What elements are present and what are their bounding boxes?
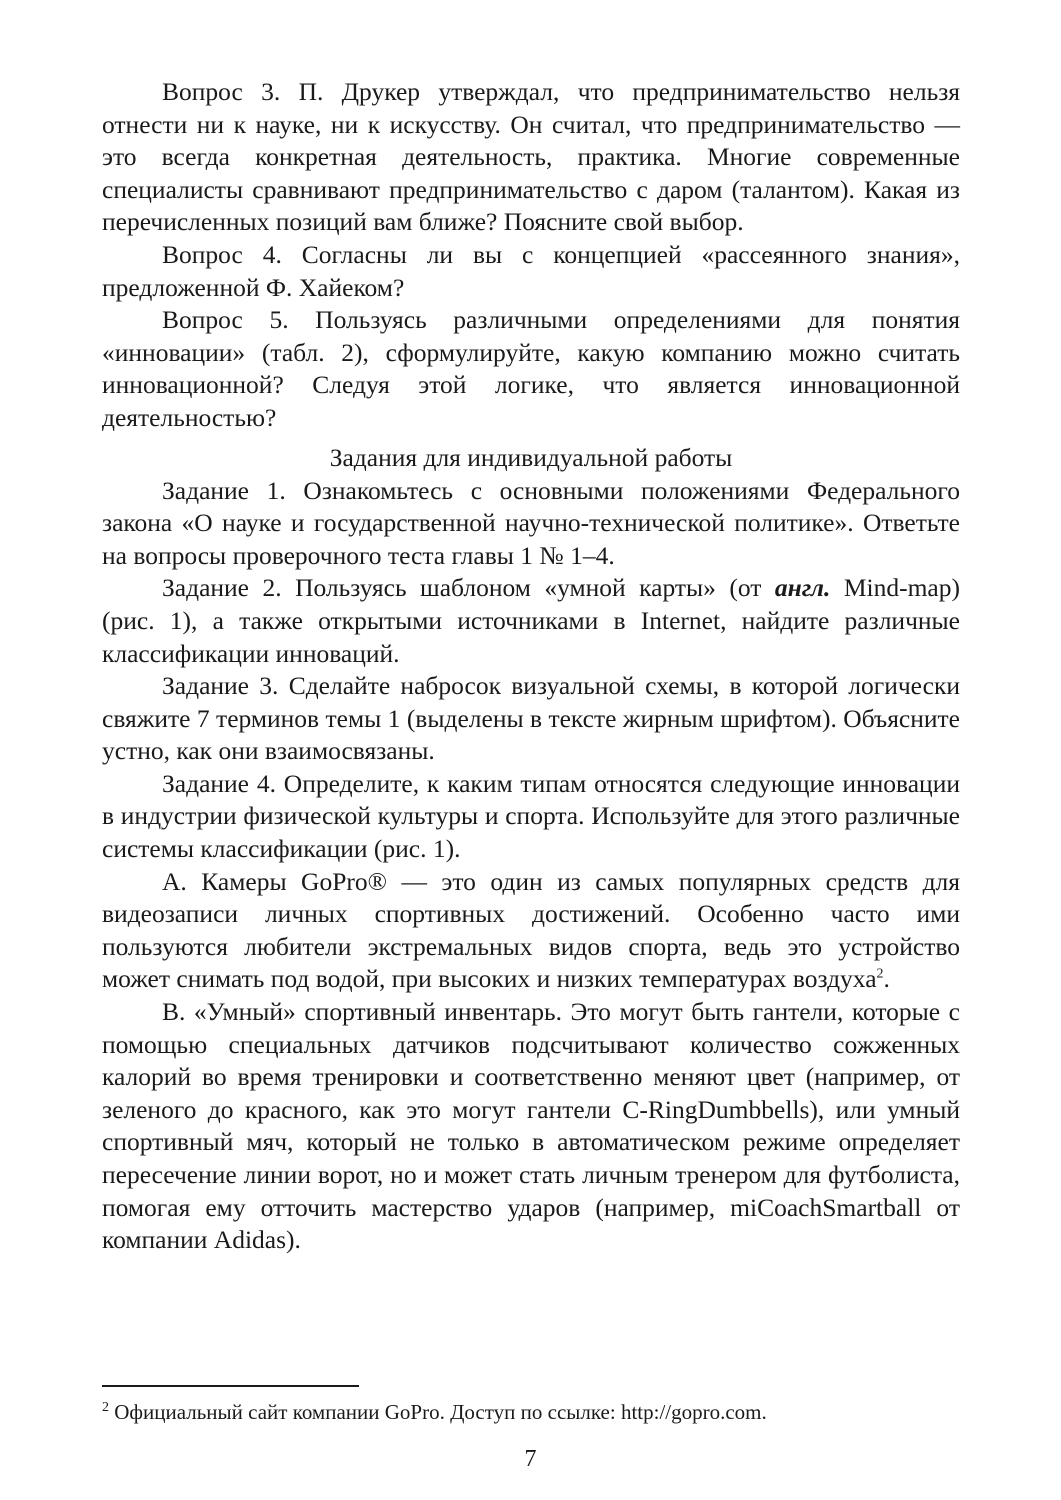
- task-2-text-end: Mind-map) (рис. 1), а также открытыми источниками в Internet, найдите различные классификации инноваций.: [102, 573, 960, 668]
- question-5: Вопрос 5. Пользуясь различными определениями для понятия «инновации» (табл. 2), сформулируйте, какую компанию можно считать инновационной? Следуя этой логике, что является инновационной деятельностью?: [102, 305, 960, 432]
- section-heading: Задания для индивидуальной работы: [329, 442, 733, 472]
- task-2: [102, 572, 960, 670]
- task-2-text-start: Задание 2. Пользуясь шаблоном «умной карты» (от: [162, 573, 775, 603]
- footnote-reference: 2: [876, 966, 884, 982]
- item-a-end: .: [883, 964, 890, 994]
- task-1: Задание 1. Ознакомьтесь с основными положениями Федерального закона «О науке и государственной научно-технической политике». Ответьте на вопросы проверочного теста главы 1 № 1–4.: [102, 475, 960, 570]
- question-3: Вопрос 3. П. Друкер утверждал, что предпринимательство нельзя отнести ни к науке, ни к искусству. Он считал, что предпринимательство — это всегда конкретная деятельность, практика. Многие современные специалисты сравнивают предпринимательство с даром (талантом). Какая из перечисленных позиций вам ближе? Поясните свой выбор.: [102, 77, 960, 237]
- item-a: [102, 866, 960, 996]
- task-2-abbreviation: англ.: [774, 573, 831, 603]
- footnote-divider: [102, 1385, 359, 1387]
- page-number: 7: [524, 1446, 537, 1472]
- item-a-text: А. Камеры GoPro® — это один из самых популярных средств для видеозаписи личных спортивных достижений. Особенно часто ими пользуются любители экстремальных видов спорта, ведь это устройство может снимать под водой, при высоких и низких температурах воздуха: [102, 866, 960, 994]
- footnote: [102, 1399, 960, 1425]
- main-text: [102, 76, 960, 1257]
- footnote-text: Официальный сайт компании GoPro. Доступ по ссылке: http://gopro.com.: [109, 1400, 767, 1424]
- item-b: B. «Умный» спортивный инвентарь. Это могут быть гантели, которые с помощью специальных датчиков подсчитывают количество сожженных калорий во время тренировки и соответственно меняют цвет (например, от зеленого до красного, как это могут гантели C-RingDumbbells), или умный спортивный мяч, который не только в автоматическом режиме определяет пересечение линии ворот, но и может стать личным тренером для футболиста, помогая ему отточить мастерство ударов (например, miCoachSmartball от компании Adidas).: [102, 997, 960, 1255]
- footnote-marker: 2: [102, 1400, 109, 1415]
- task-3: Задание 3. Сделайте набросок визуальной схемы, в которой логически свяжите 7 терминов темы 1 (выделены в тексте жирным шрифтом). Объясните устно, как они взаимосвязаны.: [102, 671, 960, 766]
- question-4: Вопрос 4. Согласны ли вы с концепцией «рассеянного знания», предложенной Ф. Хайеком?: [102, 239, 960, 302]
- task-4: Задание 4. Определите, к каким типам относятся следующие инновации в индустрии физической культуры и спорта. Используйте для этого различные системы классификации (рис. 1).: [102, 768, 960, 864]
